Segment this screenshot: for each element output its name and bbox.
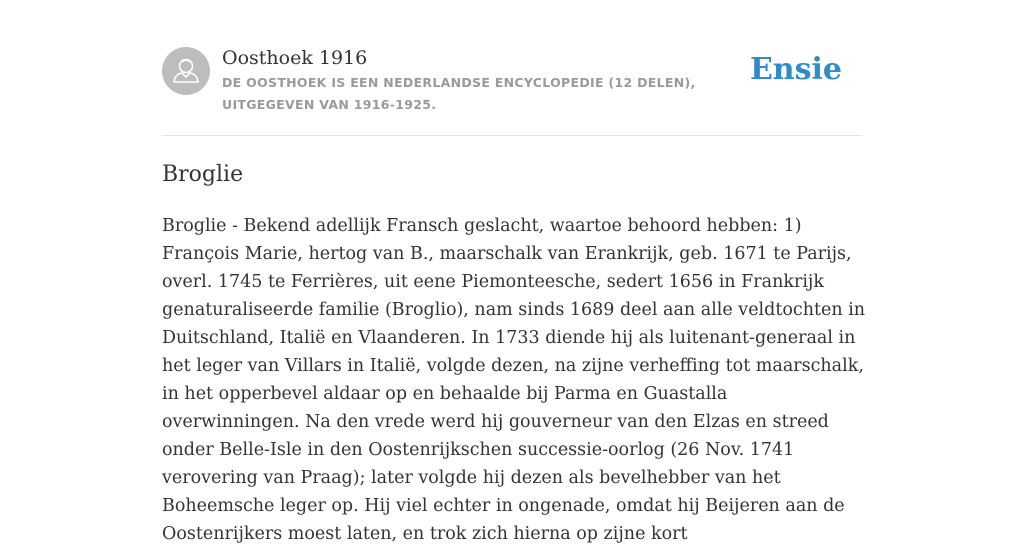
article-title: Broglie	[162, 162, 244, 187]
ensie-logo[interactable]: Ensie	[749, 52, 842, 87]
source-header	[162, 46, 862, 116]
source-description: DE OOSTHOEK IS EEN NEDERLANDSE ENCYCLOPEDIE (12 DELEN), UITGEGEVEN VAN 1916-1925.	[222, 75, 696, 112]
article-body: Broglie - Bekend adellijk Fransch geslacht, waartoe behoord hebben: 1) François Marie, hertog van B., maarschalk van Erankrijk, geb. 1671 te Parijs, overl. 1745 te Ferrières, uit eene Piemonteesche, sedert 1656 in Frankrijk genaturaliseerde familie (Broglio), nam sinds 1689 deel aan alle veldtochten in Duitschland, Italië en Vlaanderen. In 1733 diende hij als luitenant-generaal in het leger van Villars in Italië, volgde dezen, na zijne verheffing tot maarschalk, in het opperbevel aldaar op en behaalde bij Parma en Guastalla overwinningen. Na den vrede werd hij gouverneur van den Elzas en streed onder Belle-Isle in den Oostenrijkschen successie-oorlog (26 Nov. 1741 verovering van Praag); later volgde hij dezen als bevelhebber van het Boheemsche leger op. Hij viel echter in ongenade, omdat hij Beijeren aan de Oostenrijkers moest laten, en trok zich hierna op zijne kort	[162, 216, 866, 544]
user-icon	[162, 47, 210, 95]
source-avatar[interactable]	[162, 47, 210, 95]
source-title[interactable]: Oosthoek 1916	[222, 47, 368, 69]
header-divider	[162, 135, 862, 136]
